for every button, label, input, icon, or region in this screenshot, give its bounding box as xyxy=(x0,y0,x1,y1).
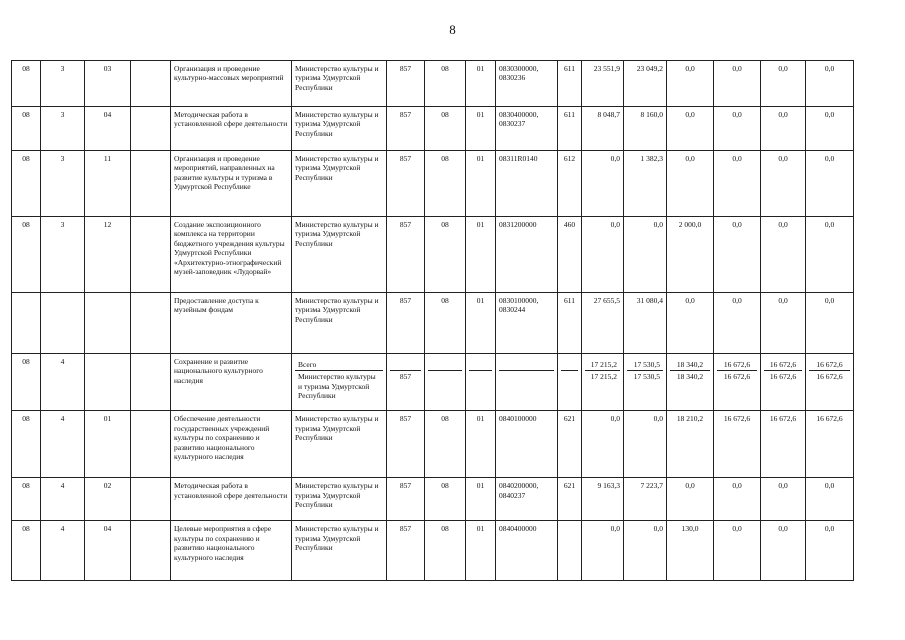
cell-om xyxy=(85,293,131,354)
cell-v1: 0,0 xyxy=(582,521,624,581)
cell-gp: 08 xyxy=(12,478,41,521)
cell-om: 01 xyxy=(85,411,131,478)
cell-grbs: 857 xyxy=(387,61,425,107)
table-row xyxy=(12,217,854,293)
cell-gp xyxy=(12,293,41,354)
cell-csr: 0831200000 xyxy=(496,217,558,293)
cell-m xyxy=(131,107,171,151)
cell-v1: 0,0 xyxy=(582,217,624,293)
cell-v1: 8 048,7 xyxy=(582,107,624,151)
cell-v1-split xyxy=(582,354,624,411)
cell-v4: 0,0 xyxy=(714,478,761,521)
cell-rz: 08 xyxy=(425,478,466,521)
cell-rz: 08 xyxy=(425,411,466,478)
cell-v1: 0,0 xyxy=(582,411,624,478)
cell-ministry: Министерство культуры и туризма Удмуртской Республики xyxy=(292,478,387,521)
cell-v6-split xyxy=(806,354,854,411)
cell-v3: 0,0 xyxy=(667,61,714,107)
cell-v4-split xyxy=(714,354,761,411)
cell-vr: 621 xyxy=(558,411,582,478)
table-row xyxy=(12,61,854,107)
total-v1: 17 215,2 xyxy=(585,357,620,371)
cell-pp xyxy=(41,293,85,354)
cell-gp: 08 xyxy=(12,411,41,478)
cell-pp: 4 xyxy=(41,478,85,521)
cell-v5: 16 672,6 xyxy=(761,411,806,478)
cell-rz: 08 xyxy=(425,521,466,581)
cell-ministry: Министерство культуры и туризма Удмуртской Республики xyxy=(292,61,387,107)
cell-vr-split xyxy=(558,354,582,411)
cell-vr xyxy=(561,371,578,407)
cell-v2-split xyxy=(624,354,667,411)
cell-v4: 0,0 xyxy=(714,107,761,151)
cell-csr xyxy=(499,371,554,407)
cell-v6: 0,0 xyxy=(806,151,854,217)
cell-v2: 31 080,4 xyxy=(624,293,667,354)
table-row xyxy=(12,411,854,478)
cell-v3: 0,0 xyxy=(667,151,714,217)
cell-pp: 3 xyxy=(41,61,85,107)
cell-pp: 3 xyxy=(41,217,85,293)
cell-rz: 08 xyxy=(425,107,466,151)
cell-v3-split xyxy=(667,354,714,411)
cell-vr: 611 xyxy=(558,61,582,107)
cell-v4: 16 672,6 xyxy=(723,372,751,382)
cell-om: 12 xyxy=(85,217,131,293)
cell-grbs: 857 xyxy=(387,217,425,293)
cell-v5: 0,0 xyxy=(761,151,806,217)
cell-pr: 01 xyxy=(466,521,496,581)
cell-v1: 23 551,9 xyxy=(582,61,624,107)
cell-v3: 0,0 xyxy=(667,478,714,521)
total-v5: 16 672,6 xyxy=(764,357,802,371)
cell-ministry: Министерство культуры и туризма Удмуртской Республики xyxy=(292,107,387,151)
cell-ministry: Министерство культуры и туризма Удмуртской Республики xyxy=(292,521,387,581)
cell-v2: 17 530,5 xyxy=(633,372,660,382)
cell-gp: 08 xyxy=(12,151,41,217)
cell-v6: 0,0 xyxy=(806,521,854,581)
cell-csr: 0840200000, 0840237 xyxy=(496,478,558,521)
cell-m xyxy=(131,151,171,217)
page-number: 8 xyxy=(449,22,456,37)
cell-ministry-split xyxy=(292,354,387,411)
cell-m xyxy=(131,61,171,107)
cell-v3: 0,0 xyxy=(667,293,714,354)
cell-pp: 3 xyxy=(41,107,85,151)
cell-v3: 18 210,2 xyxy=(667,411,714,478)
cell-ministry: Министерство культуры и туризма Удмуртской Республики xyxy=(298,372,376,401)
total-v6: 16 672,6 xyxy=(809,357,850,371)
cell-pr: 01 xyxy=(466,478,496,521)
cell-m xyxy=(131,217,171,293)
cell-grbs: 857 xyxy=(387,411,425,478)
cell-gp: 08 xyxy=(12,521,41,581)
cell-vr: 612 xyxy=(558,151,582,217)
table-row xyxy=(12,107,854,151)
cell-v3: 2 000,0 xyxy=(667,217,714,293)
cell-ministry: Министерство культуры и туризма Удмуртской Республики xyxy=(292,293,387,354)
cell-v4: 0,0 xyxy=(714,61,761,107)
cell-v6: 16 672,6 xyxy=(806,411,854,478)
cell-pp: 4 xyxy=(41,411,85,478)
cell-name: Методическая работа в установленной сфере деятельности xyxy=(171,478,292,521)
cell-grbs: 857 xyxy=(387,478,425,521)
cell-m xyxy=(131,293,171,354)
cell-v2: 1 382,3 xyxy=(624,151,667,217)
cell-m xyxy=(131,354,171,411)
cell-pr: 01 xyxy=(466,411,496,478)
cell-v2: 0,0 xyxy=(624,217,667,293)
cell-v5-split xyxy=(761,354,806,411)
cell-csr: 0830100000, 0830244 xyxy=(496,293,558,354)
cell-csr: 0830400000, 0830237 xyxy=(496,107,558,151)
cell-csr: 0840100000 xyxy=(496,411,558,478)
cell-vr: 611 xyxy=(558,293,582,354)
cell-v3: 18 340,2 xyxy=(676,372,704,382)
cell-v4: 0,0 xyxy=(714,293,761,354)
budget-table xyxy=(11,60,854,581)
cell-rz: 08 xyxy=(425,61,466,107)
cell-grbs: 857 xyxy=(387,521,425,581)
cell-csr: 0830300000, 0830236 xyxy=(496,61,558,107)
cell-om: 03 xyxy=(85,61,131,107)
cell-gp: 08 xyxy=(12,217,41,293)
cell-v3: 130,0 xyxy=(667,521,714,581)
cell-ministry: Министерство культуры и туризма Удмуртской Республики xyxy=(292,151,387,217)
cell-v2: 7 223,7 xyxy=(624,478,667,521)
cell-v6: 0,0 xyxy=(806,293,854,354)
cell-m xyxy=(131,521,171,581)
cell-v5: 16 672,6 xyxy=(769,372,797,382)
cell-v6: 0,0 xyxy=(806,107,854,151)
cell-pr-split xyxy=(466,354,496,411)
cell-vr: 621 xyxy=(558,478,582,521)
cell-pp: 4 xyxy=(41,354,85,411)
cell-om: 11 xyxy=(85,151,131,217)
cell-pr xyxy=(469,371,492,407)
cell-name: Обеспечение деятельности государственных учреждений культуры по сохранению и развитию национального культурного наследия xyxy=(171,411,292,478)
cell-v1: 27 655,5 xyxy=(582,293,624,354)
cell-ministry: Министерство культуры и туризма Удмуртской Республики xyxy=(292,217,387,293)
cell-csr: 08311R0140 xyxy=(496,151,558,217)
cell-pp: 4 xyxy=(41,521,85,581)
cell-pr: 01 xyxy=(466,293,496,354)
cell-om xyxy=(85,354,131,411)
cell-om: 02 xyxy=(85,478,131,521)
cell-name: Целевые мероприятия в сфере культуры по сохранению и развитию национального культурного наследия xyxy=(171,521,292,581)
cell-v4: 0,0 xyxy=(714,521,761,581)
cell-vr xyxy=(558,521,582,581)
cell-pr: 01 xyxy=(466,107,496,151)
cell-name: Организация и проведение культурно-массовых мероприятий xyxy=(171,61,292,107)
cell-rz xyxy=(428,371,462,407)
cell-grbs: 857 xyxy=(387,151,425,217)
cell-name: Предоставление доступа к музейным фондам xyxy=(171,293,292,354)
cell-gp: 08 xyxy=(12,107,41,151)
cell-v4: 0,0 xyxy=(714,151,761,217)
cell-rz-split xyxy=(425,354,466,411)
cell-rz: 08 xyxy=(425,151,466,217)
cell-rz: 08 xyxy=(425,293,466,354)
cell-v4: 0,0 xyxy=(714,217,761,293)
cell-v3: 0,0 xyxy=(667,107,714,151)
cell-grbs: 857 xyxy=(399,372,412,382)
table-row xyxy=(12,354,854,411)
cell-v2: 0,0 xyxy=(624,521,667,581)
cell-om: 04 xyxy=(85,521,131,581)
cell-csr: 0840400000 xyxy=(496,521,558,581)
cell-grbs-split xyxy=(387,354,425,411)
cell-ministry: Министерство культуры и туризма Удмуртской Республики xyxy=(292,411,387,478)
cell-v5: 0,0 xyxy=(761,217,806,293)
total-v2: 17 530,5 xyxy=(627,357,663,371)
cell-pp: 3 xyxy=(41,151,85,217)
cell-csr-split xyxy=(496,354,558,411)
table-row xyxy=(12,293,854,354)
cell-pr: 01 xyxy=(466,151,496,217)
cell-grbs: 857 xyxy=(387,107,425,151)
cell-v1: 17 215,2 xyxy=(590,372,617,382)
cell-v6: 0,0 xyxy=(806,478,854,521)
cell-name: Сохранение и развитие национального культурного наследия xyxy=(171,354,292,411)
cell-name: Организация и проведение мероприятий, направленных на развитие культуры и туризма в Удмуртской Республике xyxy=(171,151,292,217)
table-row xyxy=(12,151,854,217)
cell-name: Создание экспозиционного комплекса на территории бюджетного учреждения культуры Удмуртской Республики «Архитектурно-этнографический музей-заповедник «Лудорвай» xyxy=(171,217,292,293)
cell-v5: 0,0 xyxy=(761,107,806,151)
cell-v1: 9 163,3 xyxy=(582,478,624,521)
cell-vr: 460 xyxy=(558,217,582,293)
cell-v6: 0,0 xyxy=(806,217,854,293)
cell-pr: 01 xyxy=(466,217,496,293)
cell-om: 04 xyxy=(85,107,131,151)
cell-v5: 0,0 xyxy=(761,293,806,354)
cell-grbs: 857 xyxy=(387,293,425,354)
total-v4: 16 672,6 xyxy=(717,357,757,371)
table-row xyxy=(12,521,854,581)
cell-v5: 0,0 xyxy=(761,61,806,107)
cell-m xyxy=(131,478,171,521)
cell-v2: 23 049,2 xyxy=(624,61,667,107)
cell-v5: 0,0 xyxy=(761,478,806,521)
total-v3: 18 340,2 xyxy=(670,357,710,371)
cell-v1: 0,0 xyxy=(582,151,624,217)
cell-gp: 08 xyxy=(12,61,41,107)
cell-v6: 0,0 xyxy=(806,61,854,107)
total-label: Всего xyxy=(295,357,383,371)
cell-pr: 01 xyxy=(466,61,496,107)
cell-v4: 16 672,6 xyxy=(714,411,761,478)
cell-v2: 0,0 xyxy=(624,411,667,478)
cell-m xyxy=(131,411,171,478)
cell-name: Методическая работа в установленной сфере деятельности xyxy=(171,107,292,151)
cell-rz: 08 xyxy=(425,217,466,293)
cell-v2: 8 160,0 xyxy=(624,107,667,151)
cell-v5: 0,0 xyxy=(761,521,806,581)
cell-gp: 08 xyxy=(12,354,41,411)
cell-vr: 611 xyxy=(558,107,582,151)
cell-v6: 16 672,6 xyxy=(816,372,843,382)
table-row xyxy=(12,478,854,521)
